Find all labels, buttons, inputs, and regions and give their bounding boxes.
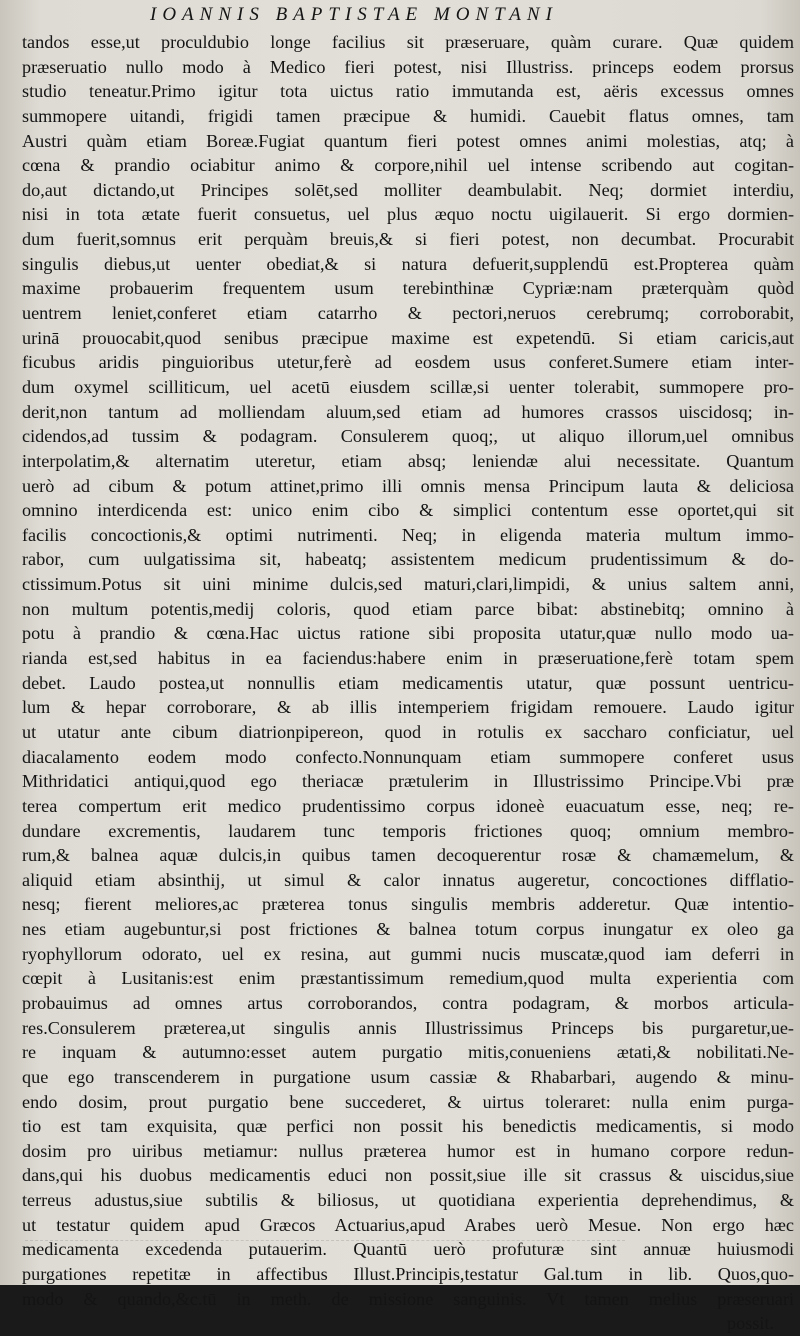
text-line: Mithridatici antiqui,quod ego theriacæ prætulerim in Illustrissimo Principe.Vbi præ — [22, 771, 794, 792]
text-line: omnino interdicenda est: unico enim cibo & simplici contentum esse oportet,qui sit — [22, 500, 794, 521]
text-line: nes etiam augebuntur,si post frictiones & balnea totum corpus inungatur ex oleo ga — [22, 919, 794, 940]
text-line: nisi in tota ætate fuerit consuetus, uel plus æquo noctu uigilauerit. Si ergo dormien- — [22, 204, 794, 225]
text-line: probauimus ad omnes artus corroborandos, contra podagram, & morbos articula- — [22, 992, 794, 1013]
text-line: singulis diebus,ut uenter obediat,& si natura defuerit,supplendū est.Propterea quàm — [22, 253, 794, 274]
text-line: cœna & prandio ociabitur animo & corpore,nihil uel intense scribendo aut cogitan- — [22, 155, 794, 176]
text-line: dans,qui his duobus medicamentis educi non possit,siue ille sit crassus & uiscidus,siue — [22, 1165, 794, 1186]
text-line: tio est tam exquisita, quæ perfici non possit his benedictis medicamentis, si modo — [22, 1116, 794, 1137]
text-line: ut utatur ante cibum diatrionpipereon, quod in rotulis ex saccharo conficiatur, uel — [22, 721, 794, 742]
text-line: urinā prouocabit,quod senibus præcipue maxime est expetendū. Si etiam caricis,aut — [22, 327, 794, 348]
text-line: modo & quando,&c.tū in meth. de missione sanguinis. Vt tamen melius præseruari — [22, 1288, 794, 1309]
text-line: do,aut dictando,ut Principes solēt,sed molliter deambulabit. Neq; dormiet interdiu, — [22, 179, 794, 200]
running-head: IOANNIS BAPTISTAE MONTANI — [150, 4, 558, 25]
text-line: res.Consulerem præterea,ut singulis annis Illustrissimus Princeps bis purgaretur,ue- — [22, 1017, 794, 1038]
bleed-through-mark — [25, 1240, 625, 1255]
text-line: uentrem leniet,conferet etiam catarrho & pectori,neruos cerebrumq; corroborabit, — [22, 303, 794, 324]
text-line: medicamenta excedenda putauerim. Quantū uerò profuturæ sint annuæ huiusmodi — [22, 1239, 794, 1260]
text-line: facilis concoctionis,& optimi nutrimenti. Neq; in eligenda materia multum immo- — [22, 524, 794, 545]
text-line: dosim pro uiribus metiamur: nullus præterea humor est in humano corpore redun- — [22, 1140, 794, 1161]
text-line: tandos esse,ut proculdubio longe facilius sit præseruare, quàm curare. Quæ quidem — [22, 32, 794, 52]
text-line: dundare excrementis, laudarem tunc temporis frictiones quoq; omnium membro- — [22, 820, 794, 841]
text-line: lum & hepar corroborare, & ab illis intemperiem frigidam remouere. Laudo igitur — [22, 697, 794, 718]
text-line: diacalamento eodem modo confecto.Nonnunquam etiam summopere conferet usus — [22, 746, 794, 767]
text-line: derit,non tantum ad molliendam aluum,sed etiam ad humores crassos uiscidosq; in- — [22, 401, 794, 422]
text-line: ficubus aridis pinguioribus utetur,ferè ad eosdem usus conferet.Sumere etiam inter- — [22, 352, 794, 373]
text-line: maxime probauerim frequentem usum terebinthinæ Cypriæ:nam præterquàm quòd — [22, 278, 794, 299]
text-line: dum fuerit,somnus erit perquàm breuis,& si fieri potest, non decumbat. Procurabit — [22, 229, 794, 250]
text-line: terreus adustus,siue subtilis & biliosus, ut quotidiana experientia deprehendimus, & — [22, 1190, 794, 1211]
text-line: cœpit à Lusitanis:est enim præstantissimum remedium,quod multa experientia com — [22, 968, 794, 989]
text-line: ut testatur quidem apud Græcos Actuarius,apud Arabes uerò Mesue. Non ergo hæc — [22, 1214, 794, 1235]
text-line: rum,& balnea aquæ dulcis,in quibus tamen decoquerentur rosæ & chamæmelum, & — [22, 845, 794, 866]
text-line: nesq; fierent meliores,ac præterea tonus singulis membris adderetur. Quæ intentio- — [22, 894, 794, 915]
body-text — [22, 30, 794, 1336]
text-line: præseruatio nullo modo à Medico fieri potest, nisi Illustriss. princeps eodem prorsus — [22, 56, 794, 77]
text-line: rianda est,sed habitus in ea faciendus:habere enim in præseruatione,ferè totam spem — [22, 648, 794, 669]
text-line: cidendos,ad tussim & podagram. Consulerem quoq;, ut aliquo illorum,uel omnibus — [22, 426, 794, 447]
text-line: interpolatim,& alternatim uteretur, etiam absq; leniendæ alui necessitate. Quantum — [22, 450, 794, 471]
text-line: possit. — [727, 1313, 774, 1334]
text-line: rabor, cum uulgatissima sit, habeatq; assistentem medicum prudentissimum & do- — [22, 549, 794, 570]
text-line: uerò ad cibum & potum attinet,primo illi omnis mensa Principum lauta & deliciosa — [22, 475, 794, 496]
text-line: Austri quàm etiam Boreæ.Fugiat quantum fieri potest omnes animi molestias, atq; à — [22, 130, 794, 151]
text-line: non multum potentis,medij coloris, quod etiam parce bibat: abstinebitq; omnino à — [22, 598, 794, 619]
text-line: que ego transcenderem in purgatione usum cassiæ & Rhabarbari, augendo & minu- — [22, 1066, 794, 1087]
text-line: dum oxymel scilliticum, uel acetū eiusdem scillæ,si uenter tolerabit, summopere pro- — [22, 376, 794, 397]
text-line: ryophyllorum odorato, uel ex resina, aut gummi nucis muscatæ,quod iam deferri in — [22, 943, 794, 964]
text-line: purgationes repetitæ in affectibus Illust.Principis,testatur Gal.tum in lib. Quos,quo- — [22, 1264, 794, 1285]
text-line: re inquam & autumno:esset autem purgatio mitis,conueniens ætati,& nobilitati.Ne- — [22, 1042, 794, 1063]
text-line: potu à prandio & cœna.Hac uictus ratione sibi proposita utatur,quæ nullo modo ua- — [22, 623, 794, 644]
text-line: endo dosim, prout purgatio bene succederet, & uirtus toleraret: nulla enim purga- — [22, 1091, 794, 1112]
text-line: terea compertum erit medico prudentissimo corpus idoneè euacuatum esse, neq; re- — [22, 795, 794, 816]
text-line: aliquid etiam absinthij, ut simul & calor innatus augeretur, concoctiones difflatio- — [22, 869, 794, 890]
text-line: studio teneatur.Primo igitur tota uictus ratio immutanda est, aëris excessus omnes — [22, 81, 794, 102]
text-line: ctissimum.Potus sit uini minime dulcis,sed maturi,clari,limpidi, & unius saltem anni, — [22, 574, 794, 595]
text-line: summopere uitandi, frigidi tamen præcipue & humidi. Cauebit flatus omnes, tam — [22, 105, 794, 126]
text-line: debet. Laudo postea,ut nonnullis etiam medicamentis utatur, quæ possunt uentricu- — [22, 672, 794, 693]
